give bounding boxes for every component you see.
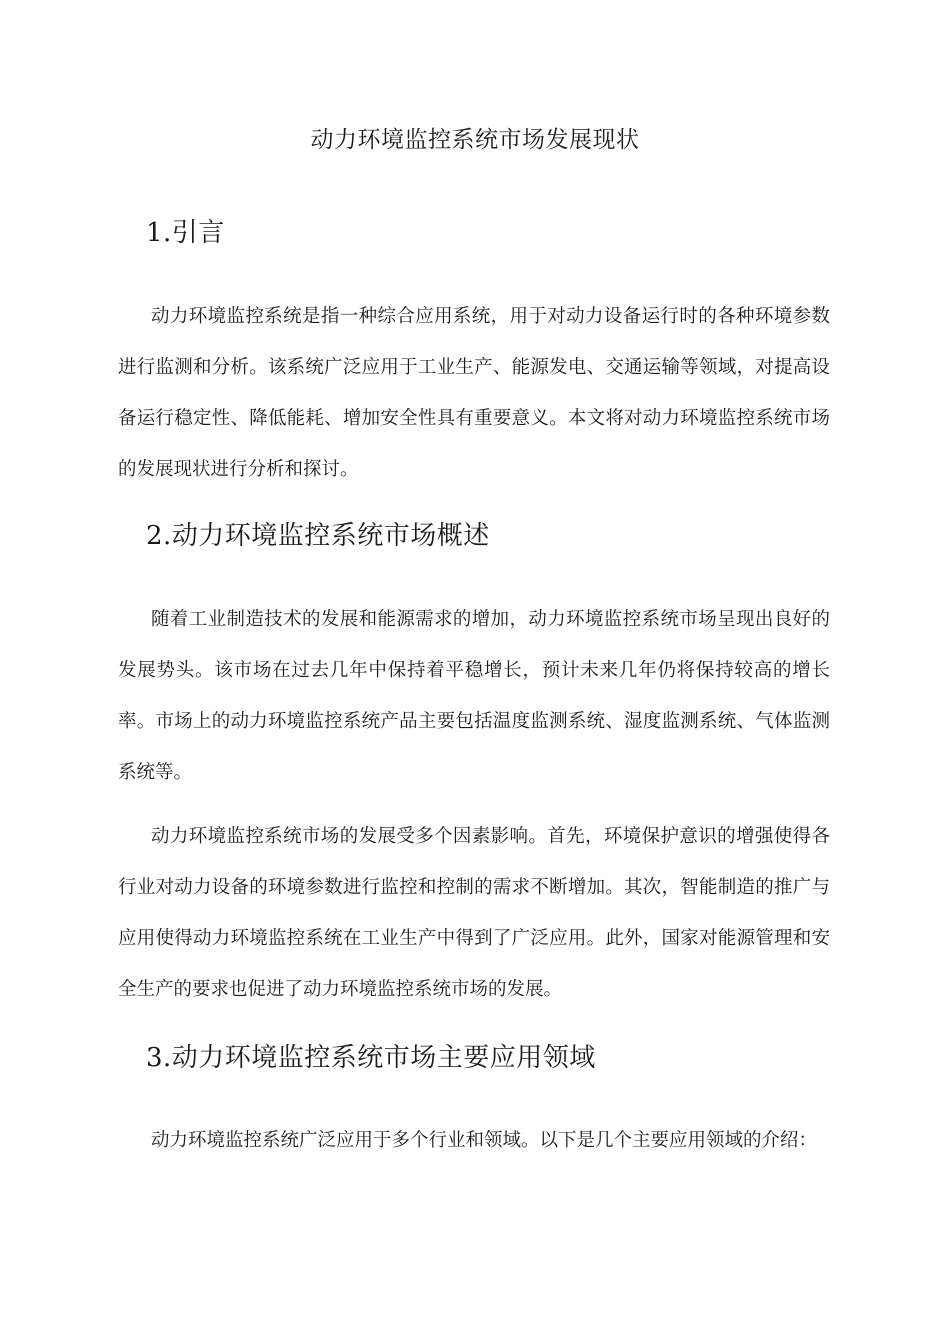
document-title: 动力环境监控系统市场发展现状 [310,127,640,153]
paragraph-market-overview-1: 随着工业制造技术的发展和能源需求的增加，动力环境监控系统市场呈现出良好的发展势头。该市场在过去几年中保持着平稳增长，预计未来几年仍将保持较高的增长率。市场上的动力环境监控系统产品主要包括温度监测系统、湿度监测系统、气体监测系统等。 [118,609,830,783]
paragraph-market-overview-2: 动力环境监控系统市场的发展受多个因素影响。首先，环境保护意识的增强使得各行业对动力设备的环境参数进行监控和控制的需求不断增加。其次，智能制造的推广与应用使得动力环境监控系统在工业生产中得到了广泛应用。此外，国家对能源管理和安全生产的要求也促进了动力环境监控系统市场的发展。 [118,826,830,1000]
section-heading-introduction: 1.引言 [146,218,225,248]
paragraph-application-areas: 动力环境监控系统广泛应用于多个行业和领域。以下是几个主要应用领域的介绍： [151,1130,818,1151]
paragraph-introduction: 动力环境监控系统是指一种综合应用系统，用于对动力设备运行时的各种环境参数进行监测和分析。该系统广泛应用于工业生产、能源发电、交通运输等领域，对提高设备运行稳定性、降低能耗、增加安全性具有重要意义。本文将对动力环境监控系统市场的发展现状进行分析和探讨。 [118,306,830,480]
section-heading-market-overview: 2.动力环境监控系统市场概述 [146,521,490,551]
section-heading-application-areas: 3.动力环境监控系统市场主要应用领域 [146,1043,596,1073]
